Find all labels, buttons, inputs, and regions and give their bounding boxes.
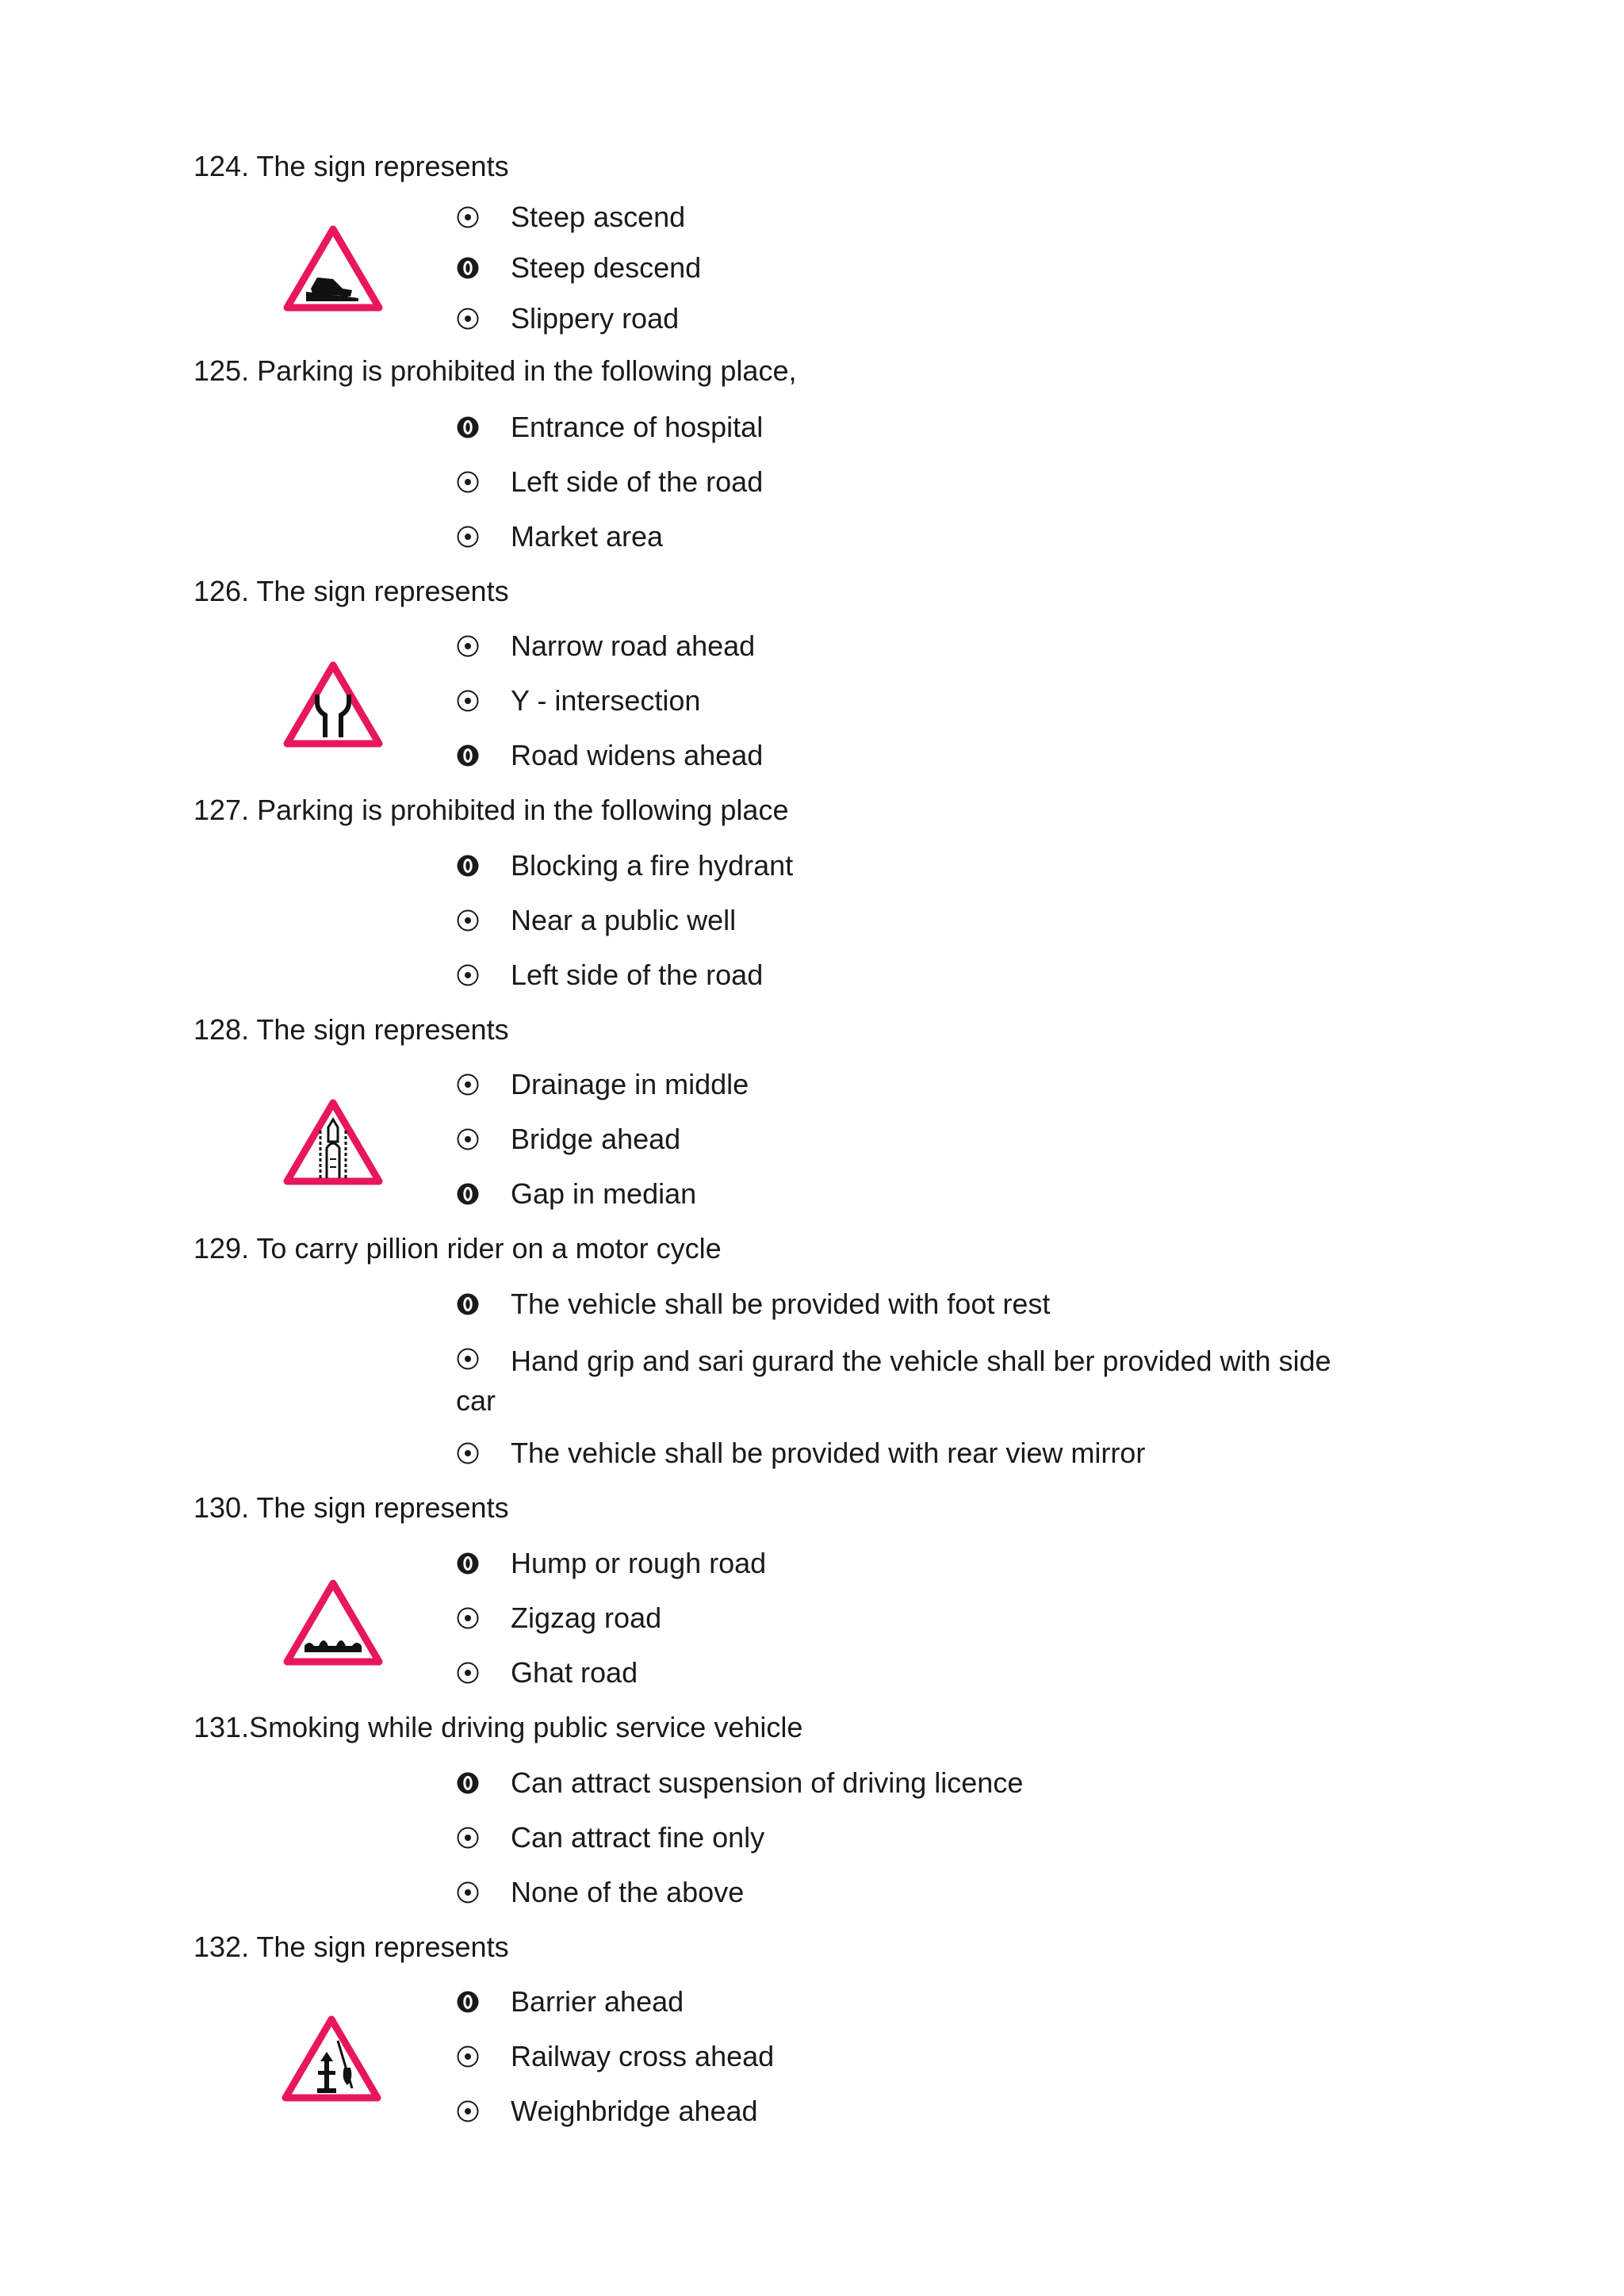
radio-empty-icon (456, 689, 480, 713)
question-129-title: 129. To carry pillion rider on a motor cycle (193, 1232, 722, 1265)
question-128-title: 128. The sign represents (193, 1013, 509, 1046)
radio-empty-icon (456, 1661, 480, 1685)
radio-marked-icon (456, 1182, 480, 1206)
radio-marked-icon (456, 1292, 480, 1316)
radio-empty-icon (456, 525, 480, 549)
radio-empty-icon (456, 1073, 480, 1096)
radio-empty-icon (456, 1127, 480, 1151)
radio-marked-icon (456, 1552, 480, 1575)
radio-empty-icon (456, 307, 480, 331)
radio-marked-icon (456, 256, 480, 280)
question-126-title: 126. The sign represents (193, 575, 509, 607)
question-131-title: 131.Smoking while driving public service vehicle (193, 1711, 803, 1743)
radio-marked-icon (456, 854, 480, 878)
steep-descent-sign-icon (282, 222, 384, 314)
radio-empty-icon (456, 1606, 480, 1630)
radio-empty-icon (456, 1881, 480, 1904)
radio-marked-icon (456, 1771, 480, 1795)
document-page: 124. The sign represents Steep ascend Steep descend Slippery road 125. Parking is prohibited in the following place, Entrance of hospital Left side of the road Market area 126. The sign represents Narrow road ahead Y - intersection Road widens ahead 127. Parking is prohibited in the following place Blocking a fire hydrant Near a public well Left side of the road 128. The sign represents Drainage in middle Bridge ahead Gap in median 129. To carry pillion rider on a motor cycle The vehicle shall be provided with foot rest Hand grip and sari gurard the vehicle shall ber provided with side car The vehicle shall be provided with rear view mirror 130. The sign represents Hump or rough road Zigzag road Ghat road 131.Smoking while driving public service vehicle Can attract suspension of driving licence Can attract fine only None of the above 132. The sign represents Barrier ahead Railway cross ahead Weighbridge ahead (0, 0, 1624, 2296)
radio-empty-icon (456, 1826, 480, 1850)
question-125-title: 125. Parking is prohibited in the following place, (193, 354, 797, 387)
radio-empty-icon (456, 2099, 480, 2123)
question-124-title: 124. The sign represents (193, 150, 509, 182)
radio-marked-icon (456, 415, 480, 439)
radio-empty-icon (456, 1347, 480, 1371)
radio-empty-icon (456, 470, 480, 494)
radio-empty-icon (456, 1441, 480, 1465)
radio-empty-icon (456, 205, 480, 229)
radio-marked-icon (456, 1990, 480, 2014)
radio-empty-icon (456, 963, 480, 987)
hump-rough-road-sign-icon (282, 1576, 384, 1668)
option-129-b[interactable]: Hand grip and sari gurard the vehicle shall ber provided with side car (456, 1345, 1331, 1417)
question-130-title: 130. The sign represents (193, 1491, 509, 1524)
gap-in-median-sign-icon (282, 1096, 384, 1188)
radio-empty-icon (456, 634, 480, 658)
radio-empty-icon (456, 2045, 480, 2068)
barrier-ahead-sign-icon (281, 2012, 382, 2104)
road-widens-sign-icon (282, 658, 384, 750)
question-127-title: 127. Parking is prohibited in the following place (193, 794, 789, 826)
question-132-title: 132. The sign represents (193, 1931, 509, 1963)
radio-empty-icon (456, 909, 480, 932)
radio-marked-icon (456, 744, 480, 767)
